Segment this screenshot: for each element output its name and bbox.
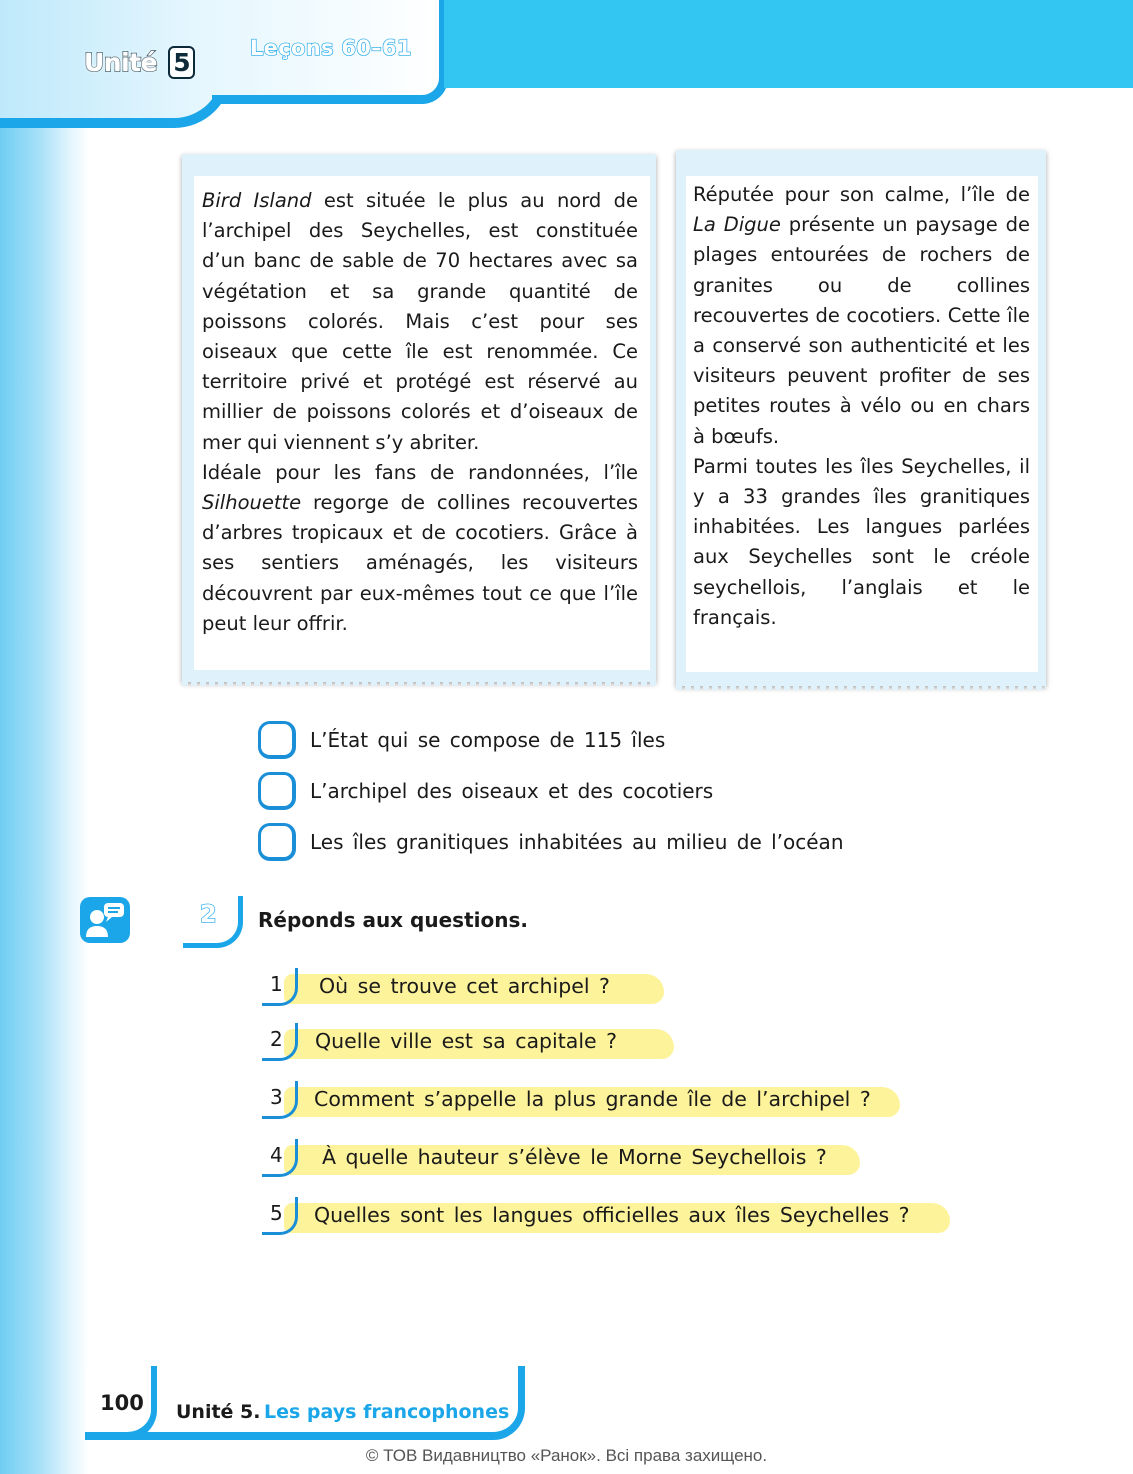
- checkbox[interactable]: [258, 721, 296, 759]
- paragraph-silhouette: [202, 458, 638, 639]
- paragraph-text: Idéale pour les fans de randonnées, l’île: [202, 460, 638, 484]
- copyright-notice: © ТОВ Видавництво «Ранок». Всі права захищено.: [365, 1446, 768, 1465]
- checklist-label: Les îles granitiques inhabitées au milieu de l’océan: [310, 830, 844, 854]
- paragraph-text: Réputée pour son calme, l’île de: [693, 183, 1030, 206]
- header-color-bar: [444, 0, 1133, 88]
- question-text: À quelle hauteur s’élève le Morne Seychellois ?: [322, 1145, 827, 1169]
- text-card-right: [676, 150, 1046, 686]
- question-number: 5: [270, 1201, 283, 1225]
- page-number: 100: [100, 1391, 144, 1415]
- place-name: La Digue: [693, 213, 781, 237]
- unit-label: Unité: [84, 48, 158, 77]
- question-text: Quelle ville est sa capitale ?: [315, 1029, 618, 1053]
- place-name: Silhouette: [202, 491, 302, 515]
- footer-unit-title: Les pays francophones: [264, 1401, 510, 1423]
- question-number: 2: [270, 1027, 283, 1051]
- question-number-badge: [262, 1139, 298, 1177]
- text-card-left: [182, 154, 656, 682]
- paragraph-bird-island: [202, 186, 638, 458]
- left-margin-gradient: [0, 0, 90, 1474]
- paragraph-text: présente un paysage de plages entourées de rochers de granites ou de collines recouvertes de cocotiers. Cette île a conservé son authenticité et les visiteurs peuvent profiter de ses petites routes à vélo ou en chars à bœufs.: [693, 213, 1030, 448]
- question-number: 4: [270, 1143, 283, 1167]
- paragraph-text: regorge de collines recouvertes d’arbres tropicaux et de cocotiers. Grâce à ses sentiers aménagés, les visiteurs découvrent par eux-mêmes tout ce que l’île peut leur offrir.: [202, 491, 638, 635]
- question-number-badge: [262, 1081, 298, 1119]
- paragraph-text: est située le plus au nord de l’archipel des Seychelles, est constituée d’un banc de sable de 70 hectares avec sa végétation et sa grande quantité de poissons colorés. Mais c’est pour ses oiseaux que cette île est renommée. Ce territoire privé et protégé est réservé au millier de poissons colorés et d’oiseaux de mer qui viennent s’y abriter.: [202, 189, 638, 454]
- question-number-badge: [262, 1197, 298, 1235]
- footer-unit-label: Unité 5.: [176, 1401, 261, 1423]
- speaking-activity-icon: [80, 897, 130, 943]
- question-number: 1: [270, 972, 283, 996]
- unit-badge: [84, 46, 195, 79]
- question-number-badge: [262, 1023, 298, 1061]
- checklist-item[interactable]: [258, 720, 665, 760]
- checklist-label: L’archipel des oiseaux et des cocotiers: [310, 779, 714, 803]
- checklist-item[interactable]: [258, 822, 844, 862]
- place-name: Bird Island: [202, 189, 312, 212]
- unit-number: 5: [168, 46, 195, 79]
- lessons-badge: Leçons 60–61: [250, 36, 412, 60]
- question-text: Comment s’appelle la plus grande île de l’archipel ?: [314, 1087, 871, 1111]
- checklist-label: L’État qui se compose de 115 îles: [310, 728, 666, 752]
- exercise-number-badge: [183, 896, 243, 948]
- paragraph-granitic-islands: Parmi toutes les îles Seychelles, il y a 33 grandes îles granitiques inhabitées. Les langues parlées aux Seychelles sont le créole seychellois, l’anglais et le français.: [693, 454, 1030, 629]
- exercise-number: 2: [200, 900, 217, 928]
- question-text: Où se trouve cet archipel ?: [319, 974, 610, 998]
- question-text: Quelles sont les langues officielles aux îles Seychelles ?: [314, 1203, 910, 1227]
- page-header: [0, 0, 1133, 120]
- exercise-title: Réponds aux questions.: [258, 908, 528, 932]
- checkbox[interactable]: [258, 772, 296, 810]
- checkbox[interactable]: [258, 823, 296, 861]
- question-number-badge: [262, 968, 298, 1006]
- text-card-left-body: [202, 186, 638, 639]
- question-number: 3: [270, 1085, 283, 1109]
- paragraph-la-digue: [693, 180, 1030, 452]
- checklist-item[interactable]: [258, 771, 713, 811]
- text-card-right-body: [693, 180, 1030, 633]
